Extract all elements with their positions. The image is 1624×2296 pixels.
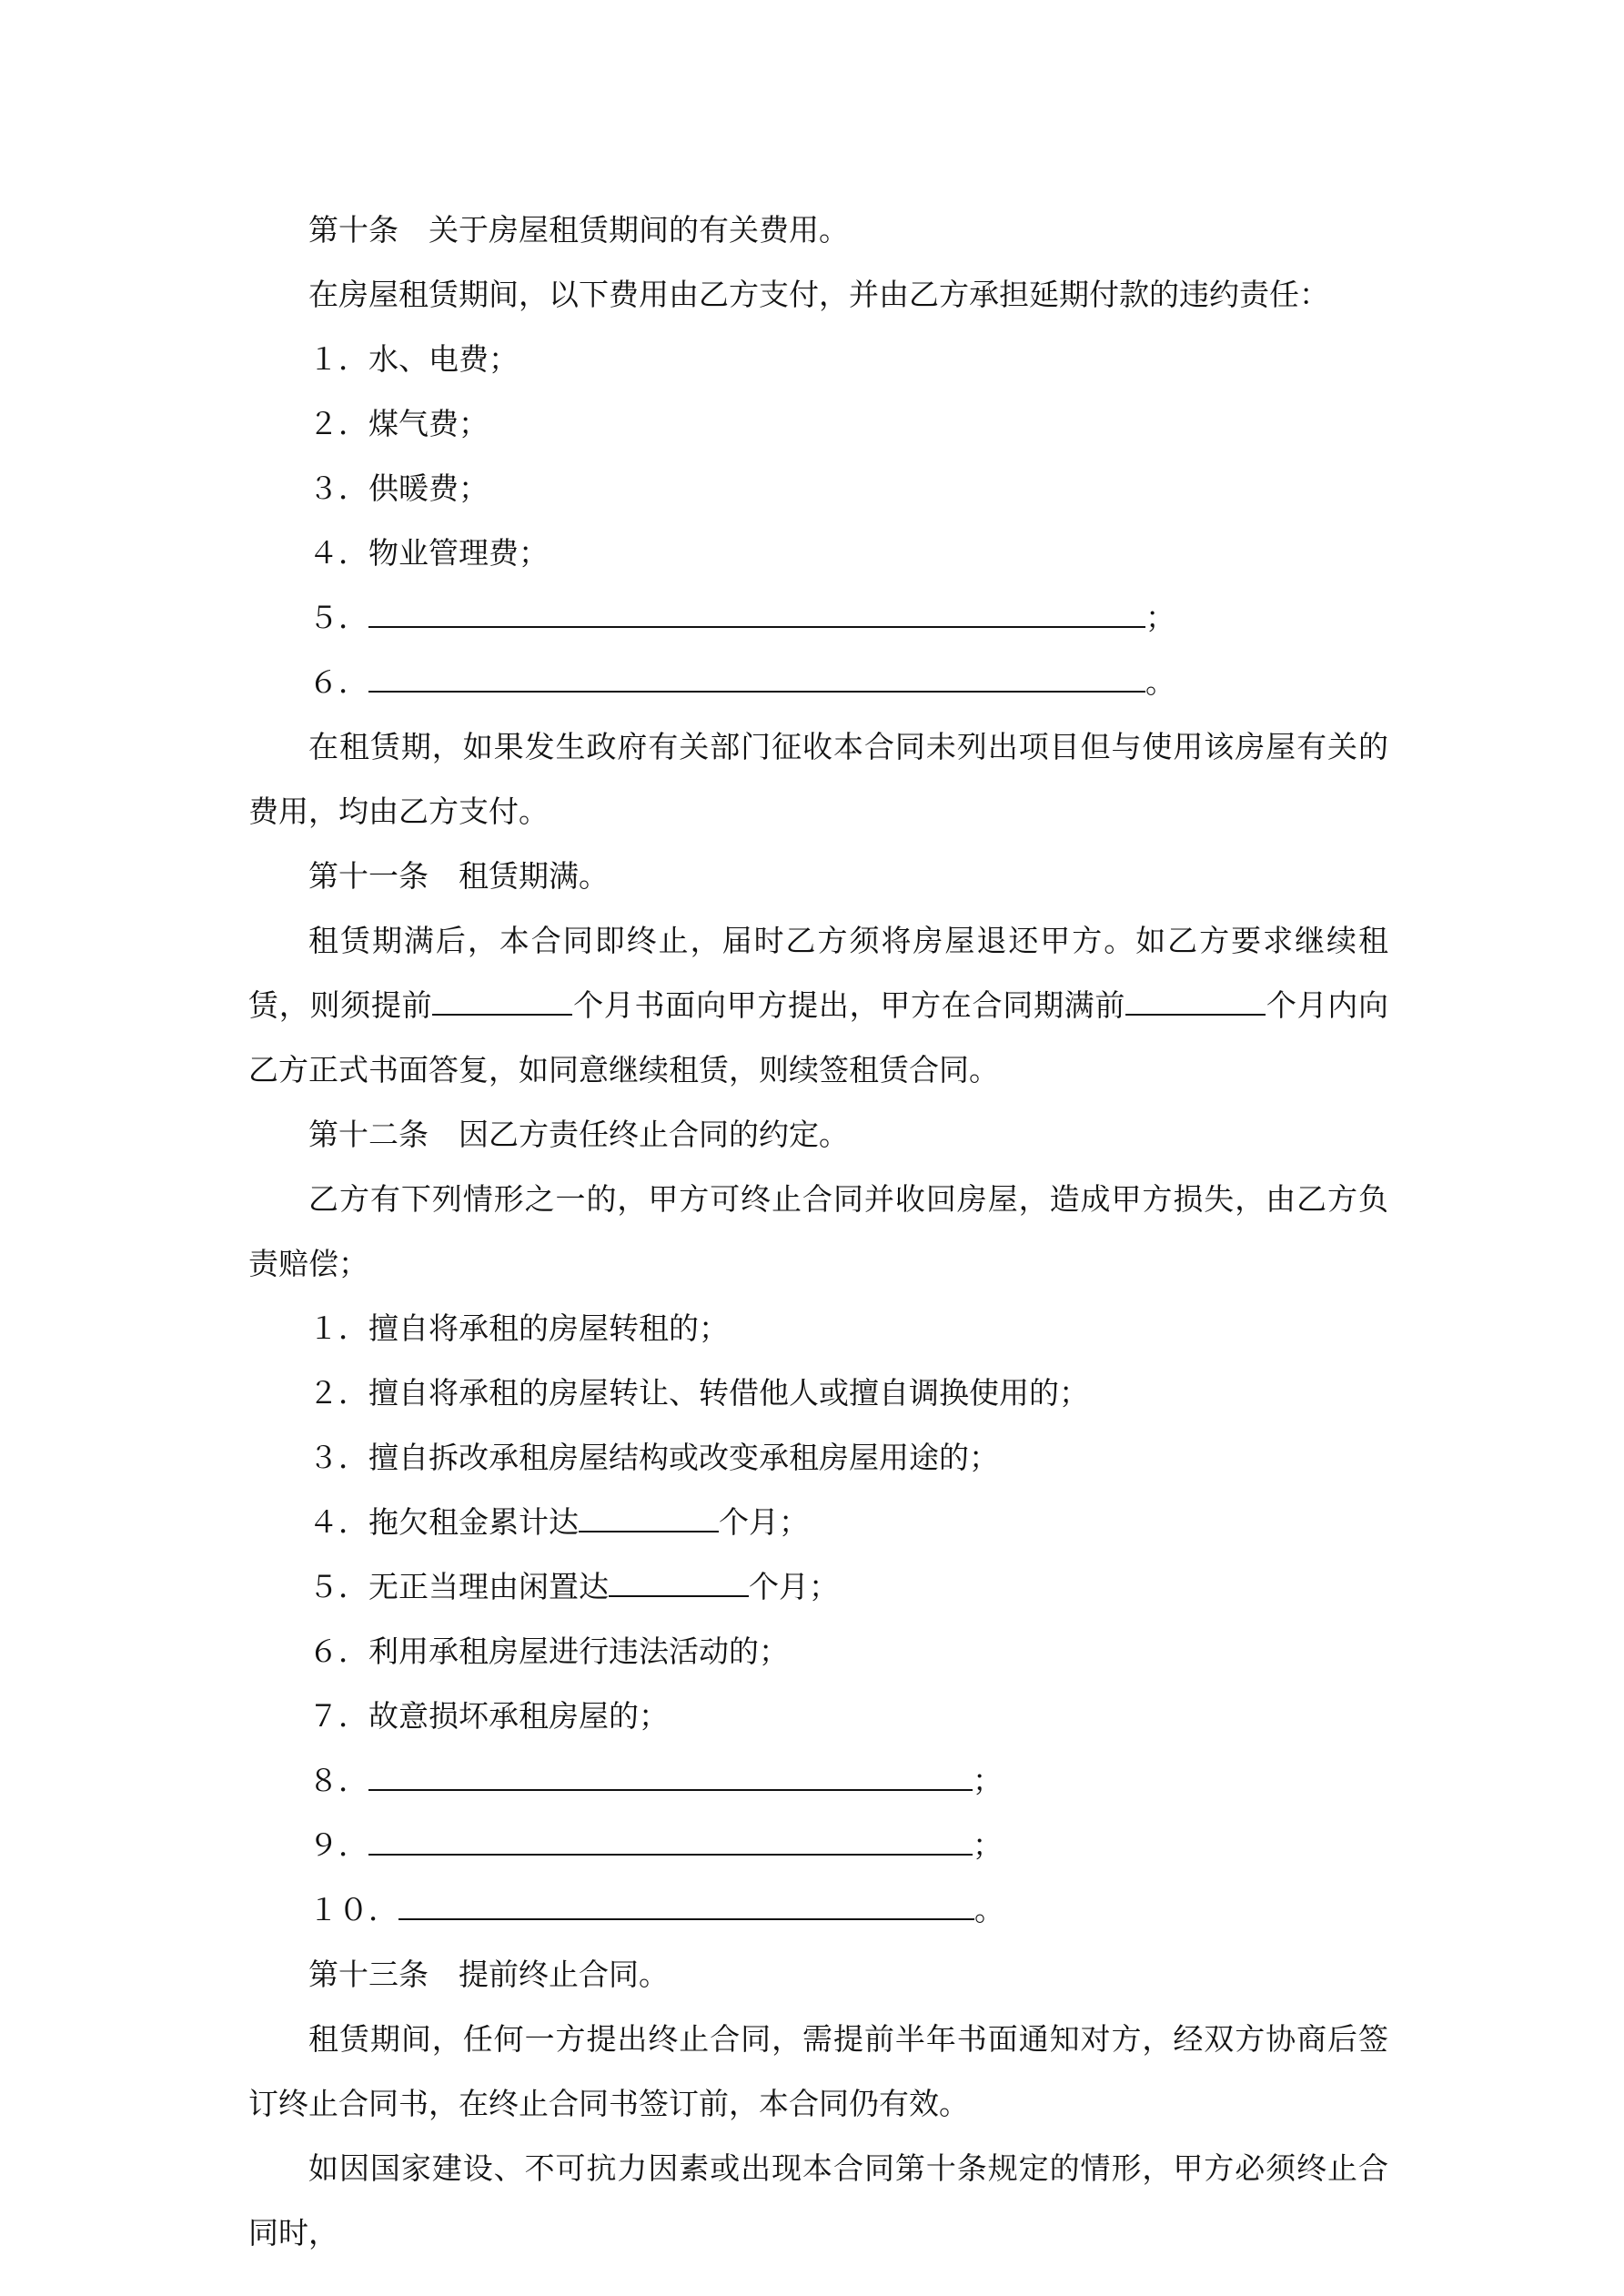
text: 租赁期满后，本合同即终止，届时乙方须将房屋退还甲方。如乙方要求继续租赁，则须提前 xyxy=(248,923,1388,1023)
item-number: ９． xyxy=(308,1827,368,1863)
blank-field xyxy=(432,990,572,1016)
blank-field xyxy=(1125,990,1266,1016)
blank-field xyxy=(368,1830,973,1856)
document-page xyxy=(248,197,1388,2265)
article-10-closing: 在租赁期，如果发生政府有关部门征收本合同未列出项目但与使用该房屋有关的费用，均由乙方支付。 xyxy=(248,729,1388,829)
list-item xyxy=(248,1813,1388,1877)
blank-field xyxy=(368,1765,973,1791)
list-item xyxy=(248,585,1388,650)
article-10-intro: 在房屋租赁期间，以下费用由乙方支付，并由乙方承担延期付款的违约责任： xyxy=(308,277,1329,312)
blank-field xyxy=(368,602,1145,628)
list-item: ３．擅自拆改承租房屋结构或改变承租房屋用途的； xyxy=(308,1440,999,1475)
item-number: １０． xyxy=(308,1892,398,1927)
article-10-heading: 第十条 关于房屋租赁期间的有关费用。 xyxy=(308,212,849,248)
item-punct: ； xyxy=(1145,600,1175,635)
list-item: ２．擅自将承租的房屋转让、转借他人或擅自调换使用的； xyxy=(308,1375,1089,1411)
list-item: ３．供暖费； xyxy=(308,470,489,506)
list-item: １．水、电费； xyxy=(308,341,519,377)
item-punct: ； xyxy=(973,1763,1003,1798)
list-item: ７．故意损坏承租房屋的； xyxy=(308,1698,669,1734)
list-item: ２．煤气费； xyxy=(308,406,489,441)
article-13-heading: 第十三条 提前终止合同。 xyxy=(308,1957,669,1992)
blank-field xyxy=(368,667,1145,693)
article-13-body: 租赁期间，任何一方提出终止合同，需提前半年书面通知对方，经双方协商后签订终止合同书，在终止合同书签订前，本合同仍有效。 xyxy=(248,2021,1388,2121)
list-item xyxy=(248,1554,1388,1619)
article-12-intro: 乙方有下列情形之一的，甲方可终止合同并收回房屋，造成甲方损失，由乙方负责赔偿； xyxy=(248,1181,1388,1281)
article-11-heading: 第十一条 租赁期满。 xyxy=(308,858,609,894)
text: 个月； xyxy=(719,1504,809,1540)
blank-field xyxy=(579,1507,719,1532)
blank-field xyxy=(609,1572,749,1597)
item-punct: 。 xyxy=(974,1892,1004,1927)
list-item xyxy=(248,1490,1388,1554)
text: 个月书面向甲方提出，甲方在合同期满前 xyxy=(572,987,1126,1023)
article-11-body xyxy=(248,908,1388,1102)
text: 个月； xyxy=(749,1569,839,1604)
item-number: ６． xyxy=(308,664,368,700)
list-item: １．擅自将承租的房屋转租的； xyxy=(308,1310,729,1346)
text: ５．无正当理由闲置达 xyxy=(308,1569,609,1604)
list-item xyxy=(248,1877,1388,1942)
article-12-heading: 第十二条 因乙方责任终止合同的约定。 xyxy=(308,1117,849,1152)
item-number: ５． xyxy=(308,600,368,635)
article-13-body-2: 如因国家建设、不可抗力因素或出现本合同第十条规定的情形，甲方必须终止合同时， xyxy=(248,2150,1388,2250)
list-item xyxy=(248,1748,1388,1813)
blank-field xyxy=(398,1895,974,1920)
text: ４．拖欠租金累计达 xyxy=(308,1504,579,1540)
list-item: ４．物业管理费； xyxy=(308,535,549,571)
item-punct: 。 xyxy=(1145,664,1175,700)
item-punct: ； xyxy=(973,1827,1003,1863)
text: 个月内向乙方正式书面答复，如同意继续租赁，则续签租赁合同。 xyxy=(248,987,1389,1087)
list-item xyxy=(248,650,1388,714)
item-number: ８． xyxy=(308,1763,368,1798)
list-item: ６．利用承租房屋进行违法活动的； xyxy=(308,1633,789,1669)
